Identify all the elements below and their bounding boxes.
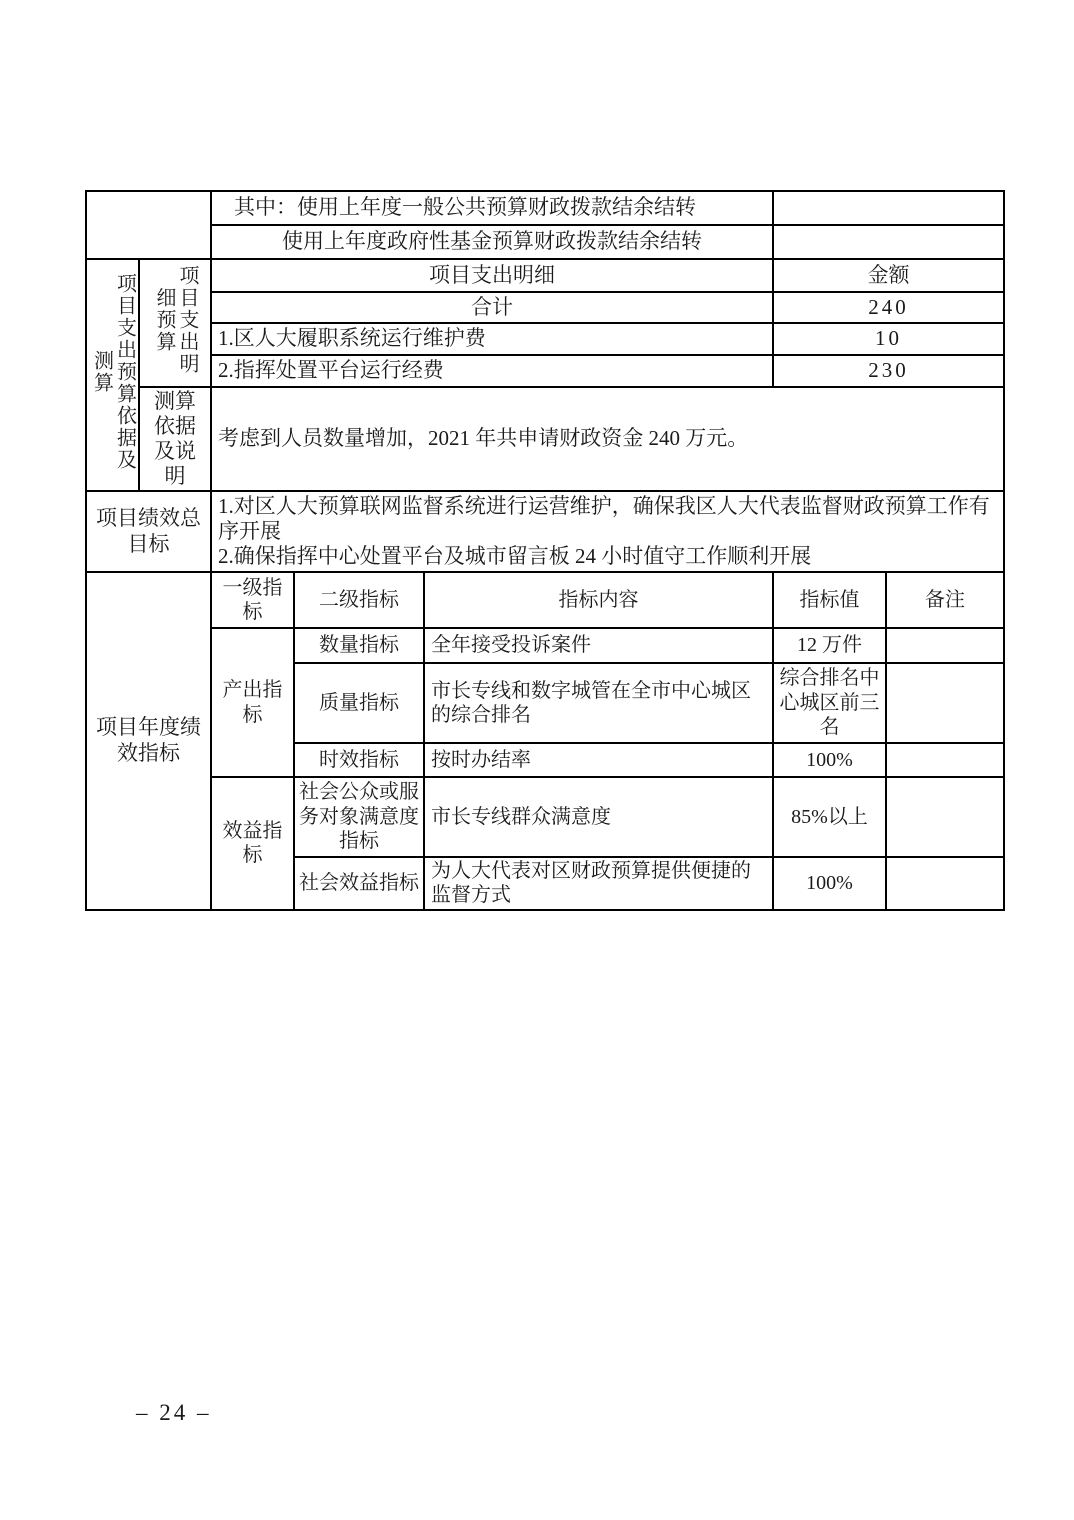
carryover-row2-label: 使用上年度政府性基金预算财政拨款结余结转 xyxy=(211,225,773,259)
indicator-level2: 数量指标 xyxy=(294,628,424,663)
header-value: 指标值 xyxy=(773,572,886,628)
annual-indicators-label: 项目年度绩效指标 xyxy=(86,572,211,910)
overall-goal-line1: 1.对区人大预算联网监督系统进行运营维护，确保我区人大代表监督财政预算工作有序开展 xyxy=(218,494,990,543)
indicator-level2: 时效指标 xyxy=(294,743,424,777)
indicator-content: 市长专线群众满意度 xyxy=(424,777,773,857)
indicator-level2: 社会公众或服务对象满意度指标 xyxy=(294,777,424,857)
page-number: – 24 – xyxy=(136,1400,212,1425)
indicator-note xyxy=(886,857,1004,910)
indicator-value: 100% xyxy=(773,857,886,910)
indicator-value: 85%以上 xyxy=(773,777,886,857)
budget-performance-table xyxy=(85,190,1005,911)
indicator-value: 12 万件 xyxy=(773,628,886,663)
header-level2: 二级指标 xyxy=(294,572,424,628)
detail-row-amount: 10 xyxy=(773,323,1004,355)
basis-content: 考虑到人员数量增加，2021 年共申请财政资金 240 万元。 xyxy=(211,387,1004,491)
detail-header-item: 项目支出明细 xyxy=(211,259,773,292)
carryover-row2-value xyxy=(773,225,1004,259)
detail-row-item: 合计 xyxy=(211,292,773,323)
indicator-value: 综合排名中心城区前三名 xyxy=(773,663,886,743)
indicator-value: 100% xyxy=(773,743,886,777)
level1-output-indicators: 产出指标 xyxy=(211,628,294,777)
expenditure-section-label-cell xyxy=(86,259,139,491)
indicator-note xyxy=(886,663,1004,743)
indicator-content: 按时办结率 xyxy=(424,743,773,777)
indicator-content: 为人大代表对区财政预算提供便捷的监督方式 xyxy=(424,857,773,910)
detail-row-amount: 230 xyxy=(773,355,1004,387)
detail-row-item: 1.区人大履职系统运行维护费 xyxy=(211,323,773,355)
expenditure-detail-label-cell xyxy=(139,259,211,387)
header-content: 指标内容 xyxy=(424,572,773,628)
detail-row-amount: 240 xyxy=(773,292,1004,323)
detail-header-amount: 金额 xyxy=(773,259,1004,292)
indicator-content: 市长专线和数字城管在全市中心城区的综合排名 xyxy=(424,663,773,743)
level1-benefit-indicators: 效益指标 xyxy=(211,777,294,910)
detail-row-item: 2.指挥处置平台运行经费 xyxy=(211,355,773,387)
indicator-note xyxy=(886,628,1004,663)
indicator-level2: 社会效益指标 xyxy=(294,857,424,910)
indicator-note xyxy=(886,777,1004,857)
overall-goal-content xyxy=(211,491,1004,572)
expenditure-detail-label: 项目支出明细预算 xyxy=(153,264,198,375)
carryover-row1-value xyxy=(773,191,1004,225)
indicator-content: 全年接受投诉案件 xyxy=(424,628,773,663)
basis-label: 测算依据及说明 xyxy=(139,387,211,491)
carryover-left-empty-cell xyxy=(86,191,211,259)
carryover-row1-label: 其中：使用上年度一般公共预算财政拨款结余结转 xyxy=(211,191,773,225)
indicator-level2: 质量指标 xyxy=(294,663,424,743)
expenditure-section-label: 项目支出预算依据及测算 xyxy=(90,272,136,471)
overall-goal-line2: 2.确保指挥中心处置平台及城市留言板 24 小时值守工作顺利开展 xyxy=(218,544,812,568)
header-note: 备注 xyxy=(886,572,1004,628)
indicator-note xyxy=(886,743,1004,777)
header-level1: 一级指标 xyxy=(211,572,294,628)
overall-goal-label: 项目绩效总目标 xyxy=(86,491,211,572)
